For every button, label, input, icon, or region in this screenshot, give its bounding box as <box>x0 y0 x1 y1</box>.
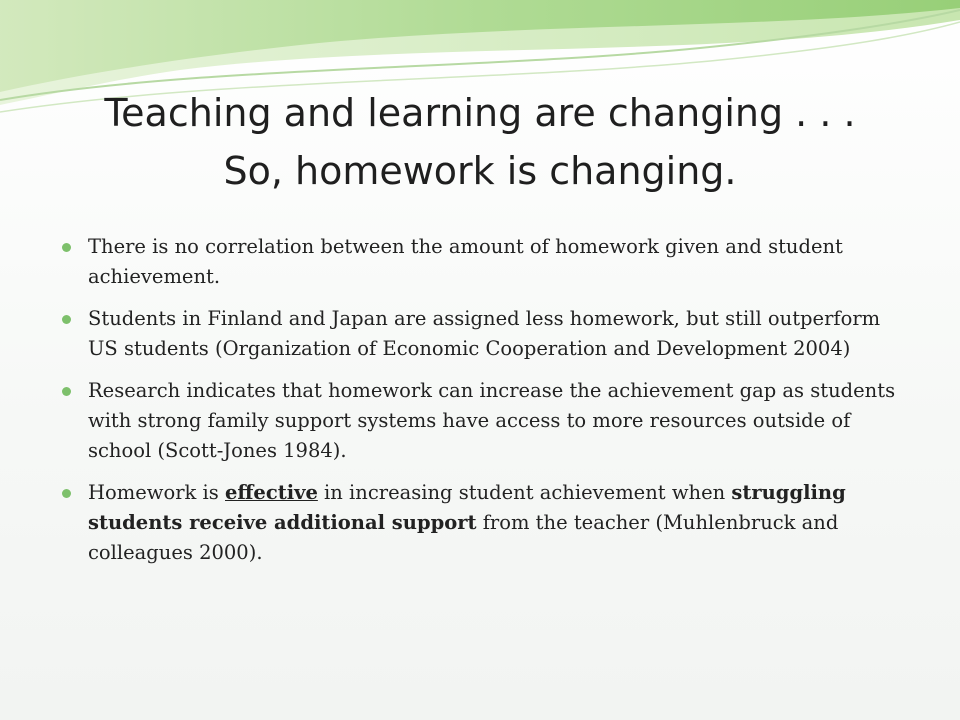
bullet-text-part3: from the teacher (Muhlenbruck and colleagues 2000). <box>88 511 839 564</box>
title-line-1: Teaching and learning are changing . . . <box>104 91 856 135</box>
bullet-item-correlation <box>62 232 912 292</box>
bullet-item-finland-japan <box>62 304 912 364</box>
bullet-item-achievement-gap <box>62 376 912 466</box>
bullet-dot-icon <box>62 315 71 324</box>
bullet-text: There is no correlation between the amount of homework given and student achievement. <box>88 235 843 288</box>
bullet-dot-icon <box>62 387 71 396</box>
bullet-dot-icon <box>62 489 71 498</box>
title-line-2: So, homework is changing. <box>223 149 737 193</box>
emphasis-struggling-students: struggling students receive additional support <box>88 481 846 534</box>
bullet-text-part2: in increasing student achievement when <box>317 481 732 504</box>
emphasis-effective: effective <box>225 481 318 504</box>
bullet-list <box>62 232 912 580</box>
slide-title <box>40 84 920 200</box>
bullet-item-effective <box>62 478 912 568</box>
bullet-text-part1: Homework is <box>88 481 225 504</box>
bullet-text: Research indicates that homework can increase the achievement gap as students with strong family support systems have access to more resources outside of school (Scott-Jones 1984). <box>88 379 896 462</box>
bullet-text: Students in Finland and Japan are assigned less homework, but still outperform US students (Organization of Economic Cooperation and Development 2004) <box>88 307 881 360</box>
bullet-dot-icon <box>62 243 71 252</box>
